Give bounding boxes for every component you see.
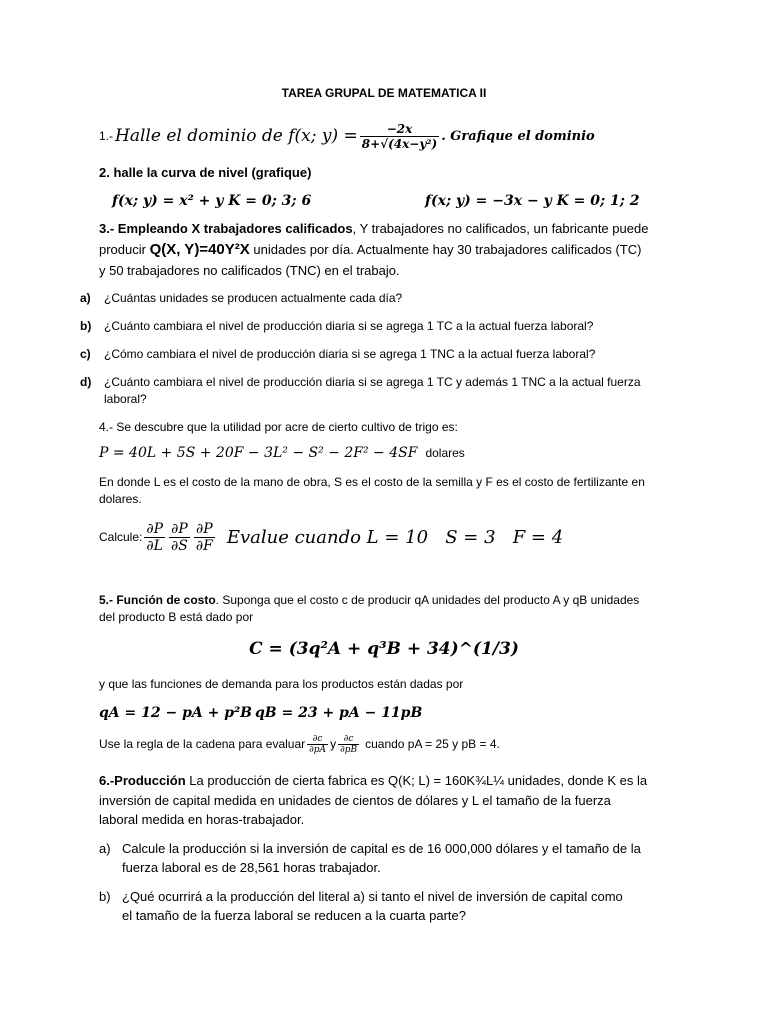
q4-intro: 4.- Se descubre que la utilidad por acre de cierto cultivo de trigo es: [99, 420, 458, 434]
q5-demand-1: qA = 12 − pA + p²B [99, 705, 252, 721]
q3-item-d-text: ¿Cuánto cambiara el nivel de producción diaria si se agrega 1 TC y además 1 TNC a la actual fuerza [104, 375, 641, 389]
q3-line-2 [99, 241, 641, 258]
q6-heading: 6.-Producción [99, 773, 186, 788]
q6-item-b-label: b) [99, 889, 111, 904]
q5-line1-rest: . Suponga que el costo c de producir qA unidades del producto A y qB unidades [215, 593, 640, 607]
q5-chain-end: cuando pA = 25 y pB = 4. [365, 737, 500, 751]
q5-chain-start: Use la regla de la cadena para evaluar [99, 737, 306, 751]
partial-1-num: ∂P [146, 520, 164, 537]
q2-function-1: f(x; y) = x² + y K = 0; 3; 6 [112, 193, 312, 209]
question-1 [99, 118, 595, 154]
q2-function-2: f(x; y) = −3x − y K = 0; 1; 2 [425, 193, 640, 209]
q4-unit: dolares [425, 446, 465, 460]
q3-item-b-text: ¿Cuánto cambiara el nivel de producción diaria si se agrega 1 TC a la actual fuerza laboral? [104, 319, 594, 333]
q6-line1-rest: La producción de cierta fabrica es Q(K; L) = 160K¾L¼ unidades, donde K es la [185, 773, 648, 788]
q1-numerator: −2x [360, 122, 439, 137]
q3-formula: Q(X, Y)=40Y²X [149, 241, 250, 258]
partial-2-num: ∂P [169, 521, 190, 538]
partial-2-den: ∂S [171, 537, 188, 554]
q1-fraction [360, 122, 439, 151]
q5-heading: 5.- Función de costo [99, 593, 216, 607]
q3-item-a-text: ¿Cuántas unidades se producen actualmente cada día? [104, 291, 403, 305]
q6-item-b-line-1: ¿Qué ocurrirá a la producción del literal a) si tanto el nivel de inversión de capital como [122, 889, 623, 904]
q5-chain-mid: y [330, 737, 337, 751]
q5-line-1 [99, 593, 639, 607]
q4-desc-2: dolares. [99, 492, 142, 506]
q3-item-c-label: c) [80, 347, 91, 361]
q4-evaluate: Evalue cuando L = 10 S = 3 F = 4 [226, 526, 564, 548]
q5-chain-line [99, 727, 500, 761]
q5-line-2: del producto B está dado por [99, 610, 254, 624]
q3-line2-start: producir [99, 242, 150, 257]
q4-formula-line [99, 445, 465, 461]
q5-demand-2: qB = 23 + pA − 11pB [255, 705, 423, 721]
q4-desc-1: En donde L es el costo de la mano de obra, S es el costo de la semilla y F es el costo de fertilizante en [99, 475, 645, 489]
partial-dp-ds [169, 521, 190, 554]
q4-formula: P = 40L + 5S + 20F − 3L² − S² − 2F² − 4SF [99, 445, 418, 461]
q3-item-d-text-2: laboral? [104, 392, 147, 406]
q1-text: Halle el dominio de f(x; y) = [115, 126, 358, 146]
q5-fraction-2-den: ∂pB [340, 744, 358, 755]
q3-lead-rest: , Y trabajadores no calificados, un fabricante puede [352, 221, 649, 236]
partial-3-num: ∂P [194, 521, 215, 538]
q3-item-a-label: a) [80, 291, 91, 305]
q1-suffix: . Grafique el dominio [441, 128, 595, 144]
q6-item-a-line-1: Calcule la producción si la inversión de capital es de 16 000,000 dólares y el tamaño de la [122, 841, 641, 856]
q5-cost-formula: C = (3q²A + q³B + 34)^(1/3) [249, 639, 519, 659]
q5-line-3: y que las funciones de demanda para los productos están dadas por [99, 677, 464, 691]
q3-item-c-text: ¿Cómo cambiara el nivel de producción diaria si se agrega 1 TNC a la actual fuerza laboral? [104, 347, 596, 361]
q3-item-d-label: d) [80, 375, 92, 389]
q3-line2-rest: unidades por día. Actualmente hay 30 trabajadores calificados (TC) [249, 242, 642, 257]
q3-lead: 3.- Empleando X trabajadores calificados [99, 221, 353, 236]
q4-calc-line [99, 517, 563, 557]
q3-line-1 [99, 221, 648, 236]
q1-prefix: 1.- [99, 129, 114, 143]
q4-calc-label: Calcule: [99, 530, 143, 544]
q3-item-b-label: b) [80, 319, 92, 333]
q6-line-1 [99, 773, 647, 788]
q5-fraction-2-num: ∂c [338, 734, 359, 745]
q1-denominator: 8+√(4x−y²) [361, 136, 438, 151]
q6-line-2: inversión de capital medida en unidades de cientos de dólares y L el tamaño de la fuerza [99, 793, 611, 808]
q3-line-3: y 50 trabajadores no calificados (TNC) en el trabajo. [99, 263, 400, 278]
q6-item-b-line-2: el tamaño de la fuerza laboral se reducen a la cuarta parte? [122, 908, 466, 923]
partial-3-den: ∂F [195, 537, 213, 554]
partial-dp-dl [144, 521, 165, 554]
q5-fraction-1-den: ∂pA [309, 744, 327, 755]
q6-line-3: laboral medida en horas-trabajador. [99, 812, 305, 827]
q6-item-a-label: a) [99, 841, 111, 856]
partial-1-den: ∂L [146, 537, 163, 554]
q5-fraction-1 [307, 734, 328, 755]
q6-item-a-line-2: fuerza laboral es de 28,561 horas trabajador. [122, 860, 381, 875]
q5-fraction-2 [338, 734, 359, 755]
partial-dp-df [194, 521, 215, 554]
page-title: TAREA GRUPAL DE MATEMATICA II [281, 86, 487, 100]
q2-heading: 2. halle la curva de nivel (grafique) [99, 165, 312, 180]
q5-fraction-1-num: ∂c [307, 734, 328, 745]
